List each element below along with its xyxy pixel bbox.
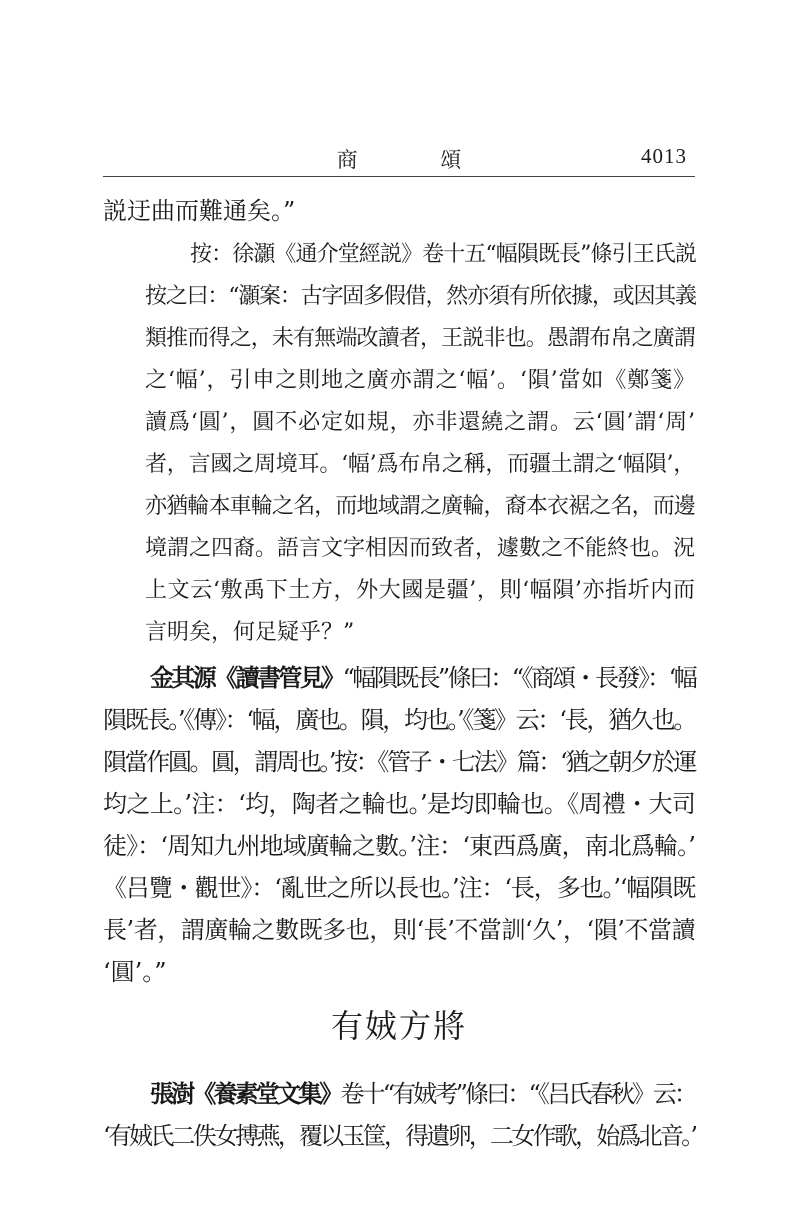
quote-line: 類推而得之，未有無端改讀者，王説非也。愚謂布帛之廣謂: [145, 326, 695, 351]
cited-author: 金其源: [150, 663, 215, 692]
page-number: 4013: [641, 144, 687, 168]
quote-line: 亦猶輪本車輪之名，而地域謂之廣輪，裔本衣裾之名，而邊: [145, 494, 695, 519]
quote-line: 境謂之四裔。語言文字相因而致者，遽數之不能終也。況: [145, 536, 696, 561]
body-line: [150, 663, 695, 693]
quote-line: 者，言國之周境耳。‘幅’爲布帛之稱，而疆土謂之‘幅隕’，: [145, 452, 695, 477]
quote-line: 按之曰：“灝案：古字固多假借，然亦須有所依據，或因其義: [145, 284, 696, 309]
body-line: 均之上。’注：‘均，陶者之輪也。’是均即輪也。《周禮・大司: [103, 790, 695, 818]
body-line: 長’者，謂廣輪之數既多也，則‘長’不當訓‘久’，‘隕’不當讀: [103, 916, 695, 944]
cited-author: 張澍: [150, 1079, 193, 1108]
line-text: 卷十“有娀考”條曰：“《吕氏春秋》云：: [340, 1080, 696, 1108]
header-rule: [103, 176, 695, 177]
body-line: ‘有娀氏二佚女搏燕，覆以玉筐，得遺卵，二女作歌，始爲北音。’: [103, 1122, 695, 1150]
quote-line: 讀爲‘圓’，圓不必定如規，亦非還繞之謂。云‘圓’謂‘周’: [145, 410, 695, 435]
body-line: 《吕覽・觀世》：‘亂世之所以長也。’注：‘長，多也。’‘幅隕既: [103, 874, 695, 902]
body-line: 説迂曲而難通矣。”: [103, 197, 296, 225]
running-title: 商 頌: [336, 148, 500, 172]
quote-line: 按：徐灝《通介堂經説》卷十五“幅隕既長”條引王氏説: [190, 242, 696, 267]
running-head: [103, 140, 695, 176]
body-line: [150, 1079, 695, 1109]
body-line: ‘圓’。”: [103, 958, 167, 986]
cited-book: 《讀書管見》: [214, 663, 343, 692]
quote-line: 言明矣，何足疑乎？”: [145, 620, 355, 645]
line-text: “幅隕既長”條曰：“《商頌・長發》：‘幅: [342, 664, 696, 692]
quote-line: 之‘幅’，引申之則地之廣亦謂之‘幅’。‘隕’當如《鄭箋》: [145, 368, 695, 393]
body-line: 徒》：‘周知九州地域廣輪之數。’注：‘東西爲廣，南北爲輪。’: [103, 832, 695, 860]
body-line: 隕當作圓。圓，謂周也。’按：《管子・七法》篇：‘猶之朝夕於運: [103, 748, 695, 776]
body-line: 隕既長。’《傳》：‘幅，廣也。隕，均也。’《箋》云：‘長，猶久也。: [103, 706, 695, 734]
section-heading: 有娀方將: [330, 1007, 467, 1045]
quote-line: 上文云‘敷禹下土方，外大國是疆’，則‘幅隕’亦指圻内而: [145, 578, 695, 603]
cited-book: 《養素堂文集》: [192, 1079, 341, 1108]
